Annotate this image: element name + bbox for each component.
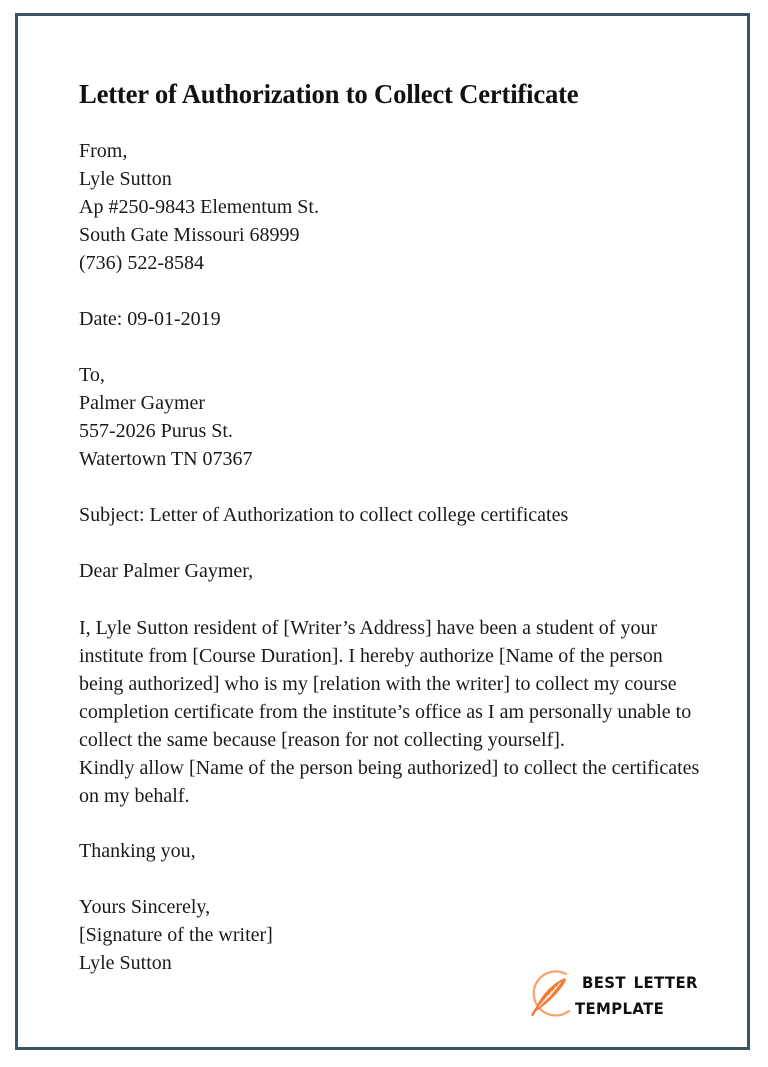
sender-address-block [79,137,704,277]
sender-name: Lyle Sutton [79,167,172,190]
thanking-block [79,837,704,865]
body-paragraph-1: I, Lyle Sutton resident of [Writer’s Address] have been a student of your institute from [Course Duration]. I hereby authorize [Name of the person being authorized] who is my [relation with the writer] to collect my course completion certificate from the institute’s office as I am personally unable to collect the same because [reason for not collecting yourself]. [79,616,697,751]
brand-logo-text [575,967,707,1020]
sender-phone: (736) 522-8584 [79,251,204,274]
recipient-street: 557-2026 Purus St. [79,419,233,442]
sender-street: Ap #250-9843 Elementum St. [79,195,319,218]
letter-date: Date: 09-01-2019 [79,307,221,330]
signer-name: Lyle Sutton [79,951,172,974]
signature-placeholder: [Signature of the writer] [79,923,273,946]
subject-block [79,501,704,529]
recipient-name: Palmer Gaymer [79,391,206,414]
body-paragraph-2: Kindly allow [Name of the person being authorized] to collect the certificates on my behalf. [79,756,705,807]
page-title: Letter of Authorization to Collect Certificate [79,78,579,109]
letter-content [79,16,704,1047]
recipient-address-block [79,361,704,473]
subject-line: Subject: Letter of Authorization to collect college certificates [79,503,569,526]
thanking-line: Thanking you, [79,839,196,862]
body-block [79,614,704,810]
recipient-label: To, [79,363,105,386]
recipient-city: Watertown TN 07367 [79,447,253,470]
brand-logo [522,963,707,1025]
closing-salutation: Yours Sincerely, [79,895,211,918]
salutation-line: Dear Palmer Gaymer, [79,559,254,582]
salutation-block [79,557,704,585]
brand-logo-line-2: template [575,993,665,1020]
letter-page [15,13,750,1050]
quill-pen-icon [522,965,578,1023]
date-block [79,305,704,333]
sender-city: South Gate Missouri 68999 [79,223,300,246]
brand-logo-line-1: best letter [582,967,699,994]
sender-label: From, [79,139,128,162]
